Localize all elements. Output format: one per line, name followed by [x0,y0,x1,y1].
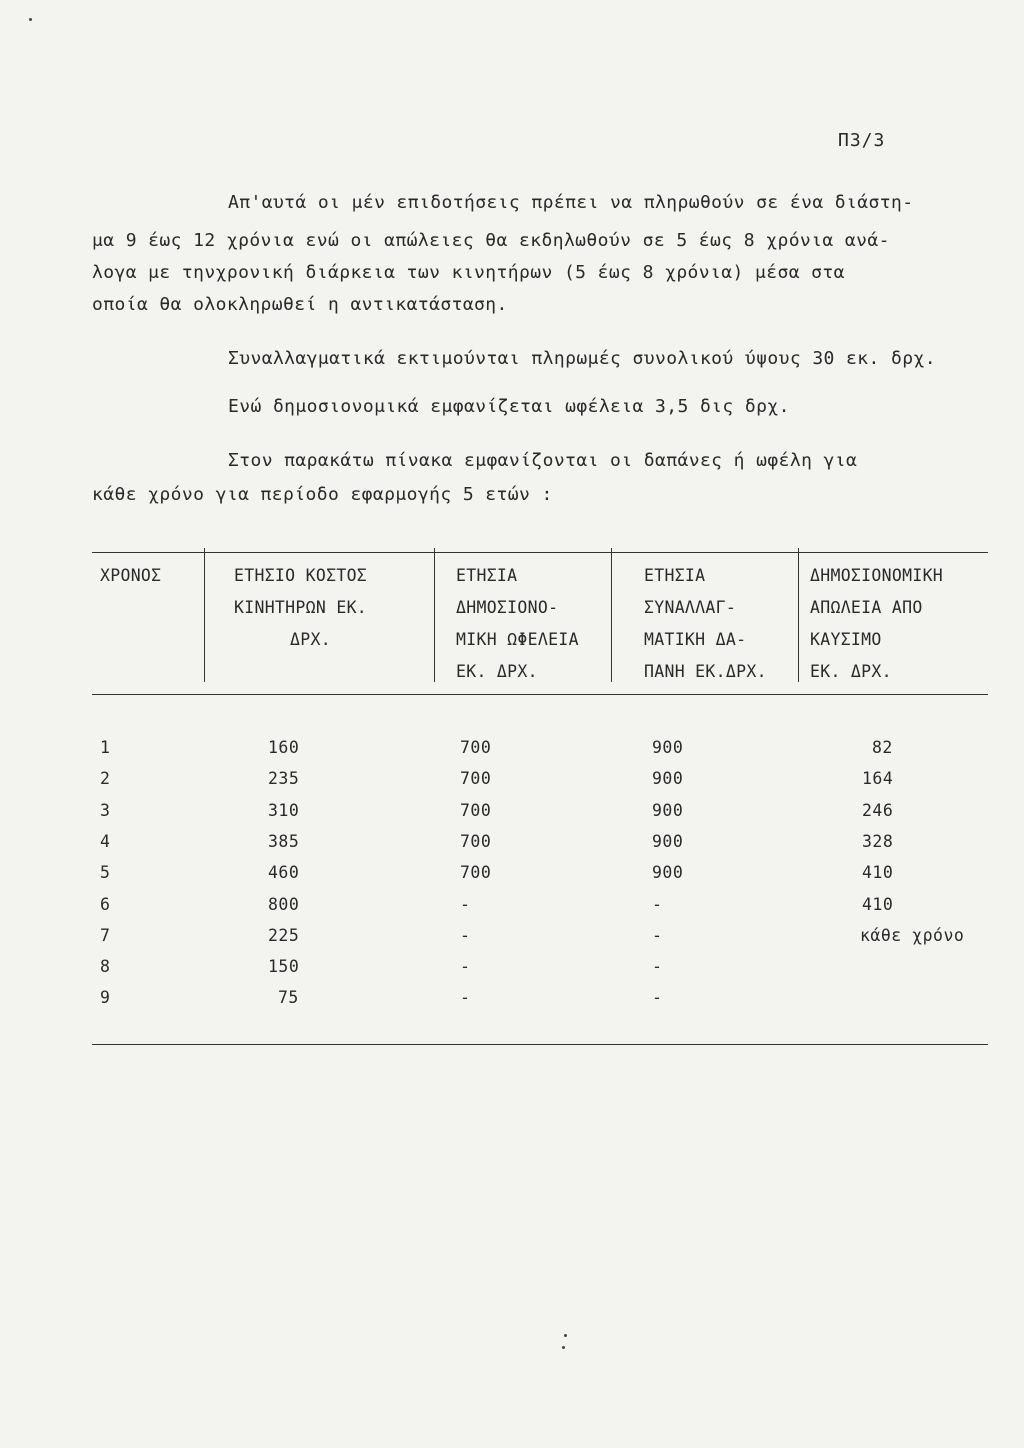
table-cell: 160 [268,738,300,757]
table-cell: 385 [268,831,300,851]
table-cell: 900 [652,800,684,820]
table-cell: - [652,988,663,1008]
table-cell: - [652,925,663,945]
column-divider [434,548,435,682]
table-cell: 225 [268,925,300,945]
table-cell: 410 [862,894,894,914]
table-cell: - [460,925,471,945]
column-divider [204,548,205,682]
column-divider [798,548,799,682]
table-cell: 2 [100,769,111,789]
scan-speck [29,18,32,21]
table-cell: - [460,957,471,977]
table-cell: 700 [460,800,492,820]
header-fx-cost: ΕΤΗΣΙΑ ΣΥΝΑΛΛΑΓ- ΜΑΤΙΚΗ ΔΑ- ΠΑΝΗ ΕΚ.ΔΡΧ. [644,566,767,681]
table-cell: - [652,894,663,914]
paragraph-line: κάθε χρόνο για περίοδο εφαρμογής 5 ετών : [92,484,553,505]
header-fiscal-benefit: ΕΤΗΣΙΑ ΔΗΜΟΣΙΟΝΟ- ΜΙΚΗ ΩΦΕΛΕΙΑ ΕΚ. ΔΡΧ. [456,566,579,681]
table-cell: 900 [652,863,684,883]
table-cell: 700 [460,863,492,883]
table-cell: 7 [100,925,111,945]
table-cell: 4 [100,831,111,851]
header-fiscal-loss: ΔΗΜΟΣΙΟΝΟΜΙΚΗ ΑΠΩΛΕΙΑ ΑΠΟ ΚΑΥΣΙΜΟ ΕΚ. ΔΡΧ. [810,566,944,681]
table-cell: 460 [268,863,300,883]
paragraph-line: μα 9 έως 12 χρόνια ενώ οι απώλειες θα εκδηλωθούν σε 5 έως 8 χρόνια ανά- [92,230,890,251]
table-cell: 5 [100,863,111,883]
paragraph-line: Συναλλαγματικά εκτιμούνται πληρωμές συνολικού ύψους 30 εκ. δρχ. [228,348,936,369]
table-bottom-rule [92,1044,988,1045]
table-cell: 800 [268,894,300,914]
paragraph-line: λογα με τηνχρονική διάρκεια των κινητήρων (5 έως 8 χρόνια) μέσα στα [92,262,845,283]
table-cell: 235 [268,769,300,789]
paragraph-line: Απ'αυτά οι μέν επιδοτήσεις πρέπει να πληρωθούν σε ένα διάστη- [228,192,914,213]
table-top-rule [92,552,988,553]
table-cell: 246 [862,800,894,820]
paragraph-line: οποία θα ολοκληρωθεί η αντικατάσταση. [92,294,508,315]
table-cell: 6 [100,894,111,914]
table-cell: - [460,894,471,914]
scan-speck [562,1346,565,1349]
table-cell: 75 [278,988,299,1008]
header-year: ΧΡΟΝΟΣ [100,566,162,585]
table-cell: 410 [862,863,894,883]
table-cell: 328 [862,831,894,851]
table-cell: 900 [652,738,684,757]
table-cell: 700 [460,738,492,757]
table-cell: 310 [268,800,300,820]
table-cell: 900 [652,769,684,789]
table-cell: 9 [100,988,111,1008]
table-cell: 700 [460,769,492,789]
column-divider [611,548,612,682]
header-annual-cost: ΕΤΗΣΙΟ ΚΟΣΤΟΣ ΚΙΝΗΤΗΡΩΝ ΕΚ. ΔΡΧ. [234,566,368,649]
table-cell: κάθε χρόνο [860,925,965,945]
table-cell: 82 [872,738,893,757]
table-header-rule [92,694,988,695]
table-cell: 700 [460,831,492,851]
table-cell: 164 [862,769,894,789]
table-cell: 3 [100,800,111,820]
table-cell: - [652,957,663,977]
paragraph-line: Στον παρακάτω πίνακα εμφανίζονται οι δαπάνες ή ωφέλη για [228,450,858,471]
table-cell: 8 [100,957,111,977]
table-cell: 1 [100,738,111,757]
scan-speck [564,1334,567,1337]
table-cell: - [460,988,471,1008]
page-number: Π3/3 [838,130,886,151]
table-cell: 900 [652,831,684,851]
paragraph-line: Ενώ δημοσιονομικά εμφανίζεται ωφέλεια 3,5 δις δρχ. [228,396,790,417]
data-table [92,548,988,1048]
table-cell: 150 [268,957,300,977]
